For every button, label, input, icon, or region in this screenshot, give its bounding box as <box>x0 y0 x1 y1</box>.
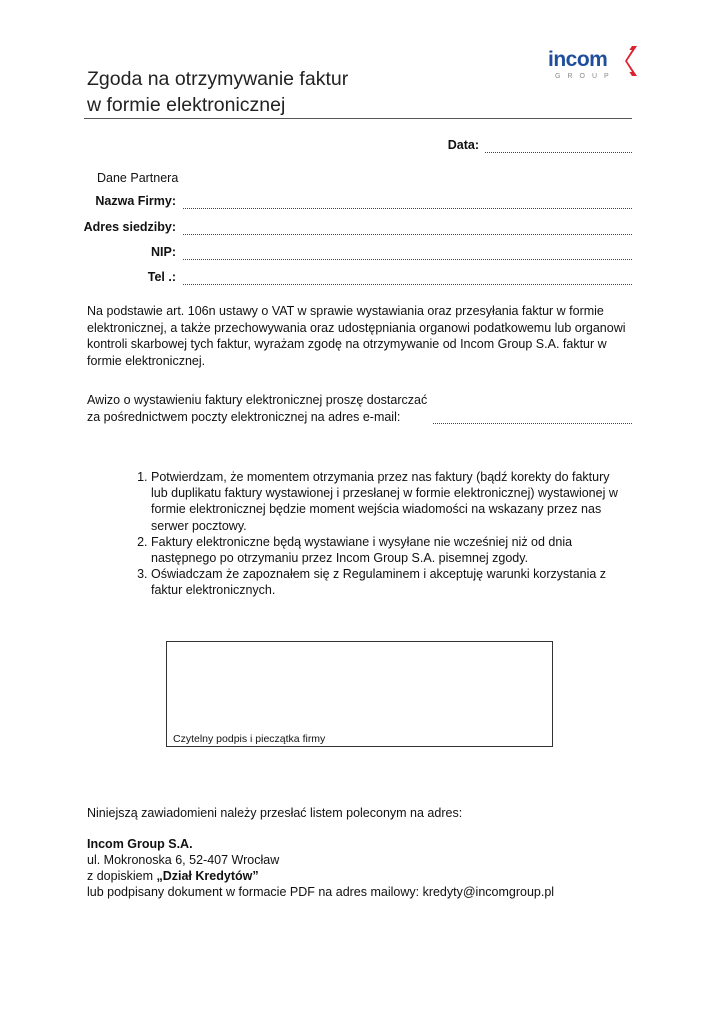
address-field[interactable] <box>183 234 632 235</box>
logo-chevron-icon <box>620 46 638 76</box>
company-name-field[interactable] <box>183 208 632 209</box>
logo-subtitle: GROUP <box>555 73 616 80</box>
nip-field[interactable] <box>183 259 632 260</box>
email-notice <box>87 392 447 425</box>
company-address-name: Incom Group S.A. <box>87 837 193 851</box>
list-item: 3. Oświadczam że zapoznałem się z Regulaminem i akceptuję warunki korzystania z faktur elektronicznych. <box>151 566 621 598</box>
title-divider <box>84 118 632 119</box>
phone-field[interactable] <box>183 284 632 285</box>
consent-line: kontroli skarbowej tych faktur, wyrażam zgodę na otrzymywanie od Incom Group S.A. faktur w <box>87 337 607 351</box>
consent-line: elektronicznej, a także przechowywania oraz udostępniania organowi podatkowemu lub organowi <box>87 320 626 335</box>
email-notice-line2: za pośrednictwem poczty elektronicznej na adres e-mail: <box>87 409 401 424</box>
nip-label: NIP: <box>151 245 176 259</box>
list-item: 1. Potwierdzam, że momentem otrzymania przez nas faktury (bądź korekty do faktury lub duplikatu faktury wystawionej i przesłanej w formie elektronicznej) wystawionej w formie elektronicznej będzie moment wejścia wiadomości na wskazany przez nas serwer pocztowy. <box>151 469 621 534</box>
list-item: 2. Faktury elektroniczne będą wystawiane i wysyłane nie wcześniej niż od dnia następnego po otrzymaniu przez Incom Group S.A. pisemnej zgody. <box>151 534 621 566</box>
consent-line: Na podstawie art. 106n ustawy o VAT w sprawie wystawiania oraz przesyłania faktur w formie <box>87 304 604 318</box>
email-submission-line: lub podpisany dokument w formacie PDF na adres mailowy: kredyty@incomgroup.pl <box>87 885 555 899</box>
logo-wordmark: incom <box>548 48 608 71</box>
company-address-street: ul. Mokronoska 6, 52-407 Wrocław <box>87 853 280 867</box>
email-field[interactable] <box>433 423 632 424</box>
partner-section-label: Dane Partnera <box>97 171 179 185</box>
consent-paragraph <box>87 303 637 369</box>
company-logo <box>548 44 640 86</box>
signature-box[interactable] <box>166 641 553 747</box>
address-note <box>87 868 259 884</box>
email-notice-line1: Awizo o wystawieniu faktury elektronicznej proszę dostarczać <box>87 393 428 407</box>
address-note-bold: „Dział Kredytów” <box>156 869 259 883</box>
date-label: Data: <box>447 138 479 152</box>
company-name-label: Nazwa Firmy: <box>95 194 176 208</box>
phone-label: Tel .: <box>147 270 176 284</box>
page-title-line1: Zgoda na otrzymywanie faktur <box>87 68 349 90</box>
address-label: Adres siedziby: <box>83 220 176 234</box>
signature-label: Czytelny podpis i pieczątka firmy <box>173 733 326 745</box>
mailing-instruction: Niniejszą zawiadomieni należy przesłać listem poleconym na adres: <box>87 806 463 820</box>
page-title <box>87 66 348 118</box>
page-title-line2: w formie elektronicznej <box>87 94 286 116</box>
address-note-prefix: z dopiskiem <box>87 869 157 883</box>
date-field[interactable] <box>485 152 632 153</box>
consent-line: formie elektronicznej. <box>87 353 206 368</box>
statements-list <box>125 469 621 599</box>
